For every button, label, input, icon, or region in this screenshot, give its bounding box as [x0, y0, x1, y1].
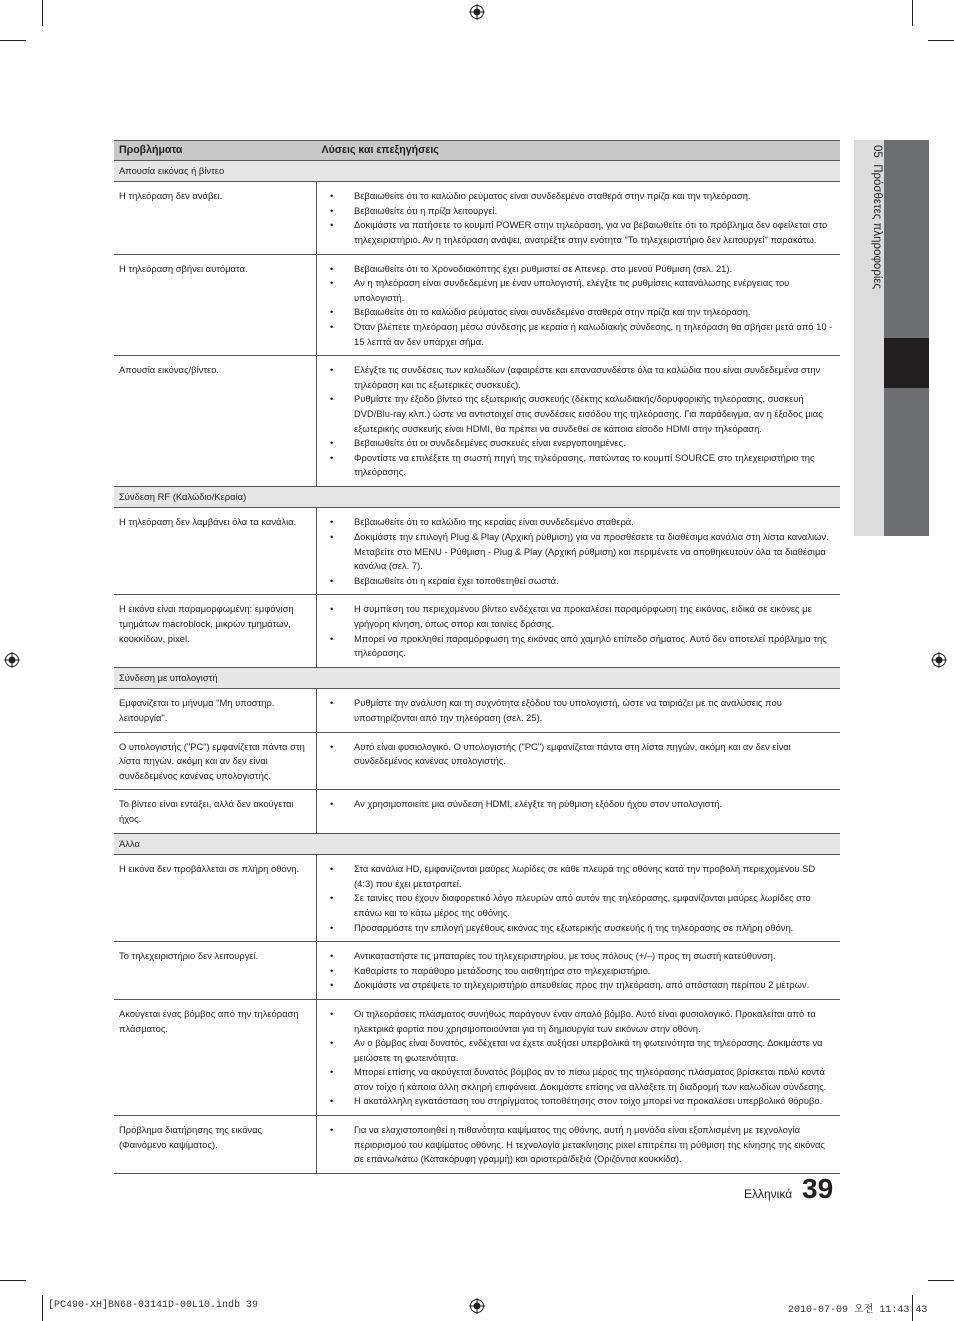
solution-item: • Ελέγξτε τις συνδέσεις των καλωδίων (αφαιρέστε και επανασυνδέστε όλα τα καλώδια που είναι συνδεδεμένα στην τηλεόραση και τις εξωτερικές συσκευές).: [330, 363, 835, 392]
solution-list: [322, 1007, 835, 1109]
solution-list: [322, 862, 835, 935]
table-row: [114, 254, 840, 356]
solution-list: [322, 797, 835, 812]
section-header-row: [114, 833, 840, 855]
crop-mark: [928, 1280, 954, 1281]
footer-file: [PC490-XH]BN68-03141D-00L10.indb 39: [48, 1300, 259, 1311]
solution-item: • Βεβαιωθείτε ότι το καλώδιο της κεραίας είναι συνδεδεμένο σταθερά.: [330, 515, 835, 530]
crop-mark: [0, 1280, 26, 1281]
solution-item: • Μπορεί να προκληθεί παραμόρφωση της εικόνας από χαμηλό επίπεδο σήματος. Αυτό δεν αποτελεί πρόβλημα της τηλεόρασης.: [330, 632, 835, 661]
table-row: [114, 356, 840, 487]
table-row: [114, 508, 840, 595]
solution-item: • Δοκιμάστε να πατήσετε το κουμπί POWER στην τηλεόραση, για να βεβαιωθείτε ότι το πρόβλημα δεν οφείλεται στο τηλεχειριστήριο. Αν η τηλεόραση ανάψει, ανατρέξτε στην ενότητα "Το τηλεχειριστήριο δεν λειτουργεί" παρακάτω.: [330, 218, 835, 247]
table-row: [114, 595, 840, 667]
section-header-row: [114, 667, 840, 689]
solution-item: • Στα κανάλια HD, εμφανίζονται μαύρες λωρίδες σε κάθε πλευρά της οθόνης κατά την προβολή περιεχομένου SD (4:3) που έχει μετατραπεί.: [330, 862, 835, 891]
registration-mark-icon: [469, 4, 485, 20]
solution-cell: [317, 1116, 841, 1174]
table-body: [114, 160, 840, 1173]
problem-cell: Η τηλεόραση δεν λαμβάνει όλα τα κανάλια.: [114, 508, 317, 595]
problem-cell: Η τηλεόραση δεν ανάβει.: [114, 182, 317, 254]
side-tab-label: [855, 145, 883, 525]
section-title: Άλλα: [114, 833, 840, 855]
solution-item: • Αν χρησιμοποιείτε μια σύνδεση HDMI, ελέγξτε τη ρύθμιση εξόδου ήχου στον υπολογιστή.: [330, 797, 835, 812]
page-language: Ελληνικά: [744, 1187, 793, 1201]
table-row: [114, 942, 840, 1000]
solution-list: [322, 949, 835, 993]
solution-list: [322, 740, 835, 769]
solution-cell: [317, 356, 841, 487]
section-header-row: [114, 486, 840, 508]
solution-cell: [317, 508, 841, 595]
solution-list: [322, 696, 835, 725]
solution-item: • Αυτό είναι φυσιολογικό. Ο υπολογιστής ("PC") εμφανίζεται πάντα στη λίστα πηγών, ακόμη και αν δεν είναι συνδεδεμένος κανένας υπολογιστής.: [330, 740, 835, 769]
problem-cell: Πρόβλημα διατήρησης της εικόνας (Φαινόμενο καψίματος).: [114, 1116, 317, 1174]
side-tab-number: 05: [871, 145, 883, 158]
solution-item: • Αντικαταστήστε τις μπαταρίες του τηλεχειριστηρίου, με τους πόλους (+/–) προς τη σωστή κατεύθυνση.: [330, 949, 835, 964]
solution-item: • Αν η τηλεόραση είναι συνδεδεμένη με έναν υπολογιστή, ελέγξτε τις ρυθμίσεις κατανάλωσης ενέργειας του υπολογιστή.: [330, 276, 835, 305]
solution-list: [322, 602, 835, 660]
header-problems: Προβλήματα: [114, 141, 317, 161]
solution-item: • Δοκιμάστε την επιλογή Plug & Play (Αρχική ρύθμιση) για να προσθέσετε τα διαθέσιμα κανάλια στη λίστα καναλιών. Μεταβείτε στο MENU - Ρύθμιση - Plug & Play (Αρχική ρύθμιση) και περιμένετε να αποθηκευτούν όλα τα διαθέσιμα κανάλια (σελ. 7).: [330, 530, 835, 574]
problem-cell: Ακούγεται ένας βόμβος από την τηλεόραση πλάσματος.: [114, 999, 317, 1115]
table-row: [114, 182, 840, 254]
solution-item: • Η ακατάλληλη εγκατάσταση του στηρίγματος τοποθέτησης στον τοίχο μπορεί να προκαλέσει υπερβολικό θόρυβο.: [330, 1094, 835, 1109]
solution-item: • Για να ελαχιστοποιηθεί η πιθανότητα καψίματος της οθόνης, αυτή η μονάδα είναι εξοπλισμένη με τεχνολογία περιορισμού του καψίματος οθόνης. Η τεχνολογία μετακίνησης pixel επιτρέπει τη ρύθμιση της κίνησης της εικόνας σε επάνω/κάτω (Κατακόρυφη γραμμή) και αριστερά/δεξιά (Οριζόντια κουκκίδα).: [330, 1123, 835, 1167]
solution-cell: [317, 689, 841, 732]
problem-cell: Εμφανίζεται το μήνυμα "Μη υποστηρ. λειτουργία".: [114, 689, 317, 732]
problem-cell: Η εικόνα είναι παραμορφωμένη: εμφάνιση τμημάτων macroblock, μικρών τμημάτων, κουκκίδων, pixel.: [114, 595, 317, 667]
problem-cell: Απουσία εικόνας/βίντεο.: [114, 356, 317, 487]
table-row: [114, 999, 840, 1115]
problem-cell: Το βίντεο είναι εντάξει, αλλά δεν ακούγεται ήχος.: [114, 790, 317, 833]
table-row: [114, 689, 840, 732]
registration-mark-icon: [469, 1298, 485, 1314]
solution-item: • Φροντίστε να επιλέξετε τη σωστή πηγή της τηλεόρασης, πατώντας το κουμπί SOURCE στο τηλεχειριστήριο της τηλεόρασης.: [330, 451, 835, 480]
solution-list: [322, 1123, 835, 1167]
problem-cell: Η εικόνα δεν προβάλλεται σε πλήρη οθόνη.: [114, 855, 317, 942]
section-header-row: [114, 160, 840, 182]
problem-cell: Το τηλεχειριστήριο δεν λειτουργεί.: [114, 942, 317, 1000]
solution-item: • Βεβαιωθείτε ότι το Χρονοδιακόπτης έχει ρυθμιστεί σε Απενερ. στο μενού Ρύθμιση (σελ. 21).: [330, 262, 835, 277]
crop-mark: [0, 40, 26, 41]
side-tab-title: Πρόσθετες πληροφορίες: [871, 164, 883, 290]
solution-item: • Προσαρμόστε την επιλογή μεγέθους εικόνας της εξωτερικής συσκευής ή της τηλεόρασης σε πλήρη οθόνη.: [330, 921, 835, 936]
troubleshooting-table: [114, 140, 840, 1174]
table-row: [114, 855, 840, 942]
solution-item: • Βεβαιωθείτε ότι το καλώδιο ρεύματος είναι συνδεδεμένο σταθερά στην πρίζα και την τηλεόραση.: [330, 305, 835, 320]
table-row: [114, 790, 840, 833]
problem-cell: Ο υπολογιστής ("PC") εμφανίζεται πάντα στη λίστα πηγών, ακόμη και αν δεν είναι συνδεδεμένος κανένας υπολογιστής.: [114, 732, 317, 790]
solution-list: [322, 515, 835, 588]
solution-item: • Δοκιμάστε να στρέψετε το τηλεχειριστήριο απευθείας προς την τηλεόραση, από απόσταση περίπου 2 μέτρων.: [330, 978, 835, 993]
solution-cell: [317, 855, 841, 942]
crop-mark: [42, 0, 43, 26]
problem-cell: Η τηλεόραση σβήνει αυτόματα.: [114, 254, 317, 356]
solution-item: • Όταν βλέπετε τηλεόραση μέσω σύνδεσης με κεραία ή καλωδιακής σύνδεσης, η τηλεόραση θα σβήσει μετά από 10 - 15 λεπτά αν δεν υπάρχει σήμα.: [330, 320, 835, 349]
side-tab-marker: [884, 338, 929, 388]
section-title: Σύνδεση με υπολογιστή: [114, 667, 840, 689]
registration-mark-icon: [931, 652, 947, 668]
solution-item: • Η συμπίεση του περιεχομένου βίντεο ενδέχεται να προκαλέσει παραμόρφωση της εικόνας, ειδικά σε εικόνες με γρήγορη κίνηση, όπως σπορ και ταινίες δράσης.: [330, 602, 835, 631]
registration-mark-icon: [4, 652, 20, 668]
table-row: [114, 1116, 840, 1174]
section-title: Απουσία εικόνας ή βίντεο: [114, 160, 840, 182]
solution-item: • Σε ταινίες που έχουν διαφορετικό λόγο πλευρών από αυτόν της τηλεόρασης, εμφανίζονται μαύρες λωρίδες στο επάνω και το κάτω μέρος της οθόνης.: [330, 891, 835, 920]
solution-cell: [317, 999, 841, 1115]
solution-item: • Ρυθμίστε την ανάλυση και τη συχνότητα εξόδου του υπολογιστή, ώστε να ταιριάζει με τις αναλύσεις που υποστηρίζονται από την τηλεόραση (σελ. 25).: [330, 696, 835, 725]
solution-list: [322, 363, 835, 480]
solution-item: • Αν ο βόμβος είναι δυνατός, ενδέχεται να έχετε αυξήσει υπερβολικά τη φωτεινότητα της τηλεόρασης. Δοκιμάστε να μειώσετε τη φωτεινότητα.: [330, 1036, 835, 1065]
page-number: 39: [802, 1173, 834, 1204]
crop-mark: [928, 40, 954, 41]
solution-cell: [317, 254, 841, 356]
crop-mark: [912, 0, 913, 26]
solution-item: • Βεβαιωθείτε ότι οι συνδεδεμένες συσκευές είναι ενεργοποιημένες.: [330, 436, 835, 451]
solution-item: • Βεβαιωθείτε ότι η πρίζα λειτουργεί.: [330, 204, 835, 219]
solution-list: [322, 262, 835, 350]
solution-item: • Μπορεί επίσης να ακούγεται δυνατός βόμβος αν το πίσω μέρος της τηλεόρασης πλάσματος βρίσκεται πολύ κοντά στον τοίχο ή κάποια άλλη σκληρή επιφάνεια. Δοκιμάστε επίσης να αλλάξετε τη διαδρομή των καλωδίων σύνδεσης.: [330, 1065, 835, 1094]
solution-item: • Καθαρίστε το παράθυρο μετάδοσης του αισθητήρα στο τηλεχειριστήριο.: [330, 964, 835, 979]
solution-item: • Ρυθμίστε την έξοδο βίντεο της εξωτερικής συσκευής (δέκτης καλωδιακής/δορυφορικής τηλεόρασης, συσκευή DVD/Blu-ray κλπ.) ώστε να αντιστοιχεί στις συνδέσεις εισόδου της τηλεόρασης. Για παράδειγμα, αν η έξοδος μιας εξωτερικής συσκευής είναι HDMI, θα πρέπει να συνδεθεί σε κάποια είσοδο HDMI στην τηλεόραση.: [330, 392, 835, 436]
solution-item: • Βεβαιωθείτε ότι η κεραία έχει τοποθετηθεί σωστά.: [330, 574, 835, 589]
section-title: Σύνδεση RF (Καλώδιο/Κεραία): [114, 486, 840, 508]
solution-item: • Οι τηλεοράσεις πλάσματος συνήθως παράγουν έναν απαλό βόμβο. Αυτό είναι φυσιολογικό. Προκαλείται από τα ηλεκτρικά φορτία που χρησιμοποιούνται για τη δημιουργία των εικόνων στην οθόνη.: [330, 1007, 835, 1036]
solution-cell: [317, 732, 841, 790]
header-solutions: Λύσεις και επεξηγήσεις: [317, 141, 841, 161]
footer-timestamp: 2010-07-09 오전 11:43:43: [788, 1305, 928, 1316]
table-row: [114, 732, 840, 790]
solution-item: • Βεβαιωθείτε ότι το καλώδιο ρεύματος είναι συνδεδεμένο σταθερά στην πρίζα και την τηλεόραση.: [330, 189, 835, 204]
solution-cell: [317, 595, 841, 667]
solution-list: [322, 189, 835, 247]
table-header-row: [114, 141, 840, 161]
solution-cell: [317, 790, 841, 833]
solution-cell: [317, 182, 841, 254]
crop-mark: [42, 1295, 43, 1321]
solution-cell: [317, 942, 841, 1000]
